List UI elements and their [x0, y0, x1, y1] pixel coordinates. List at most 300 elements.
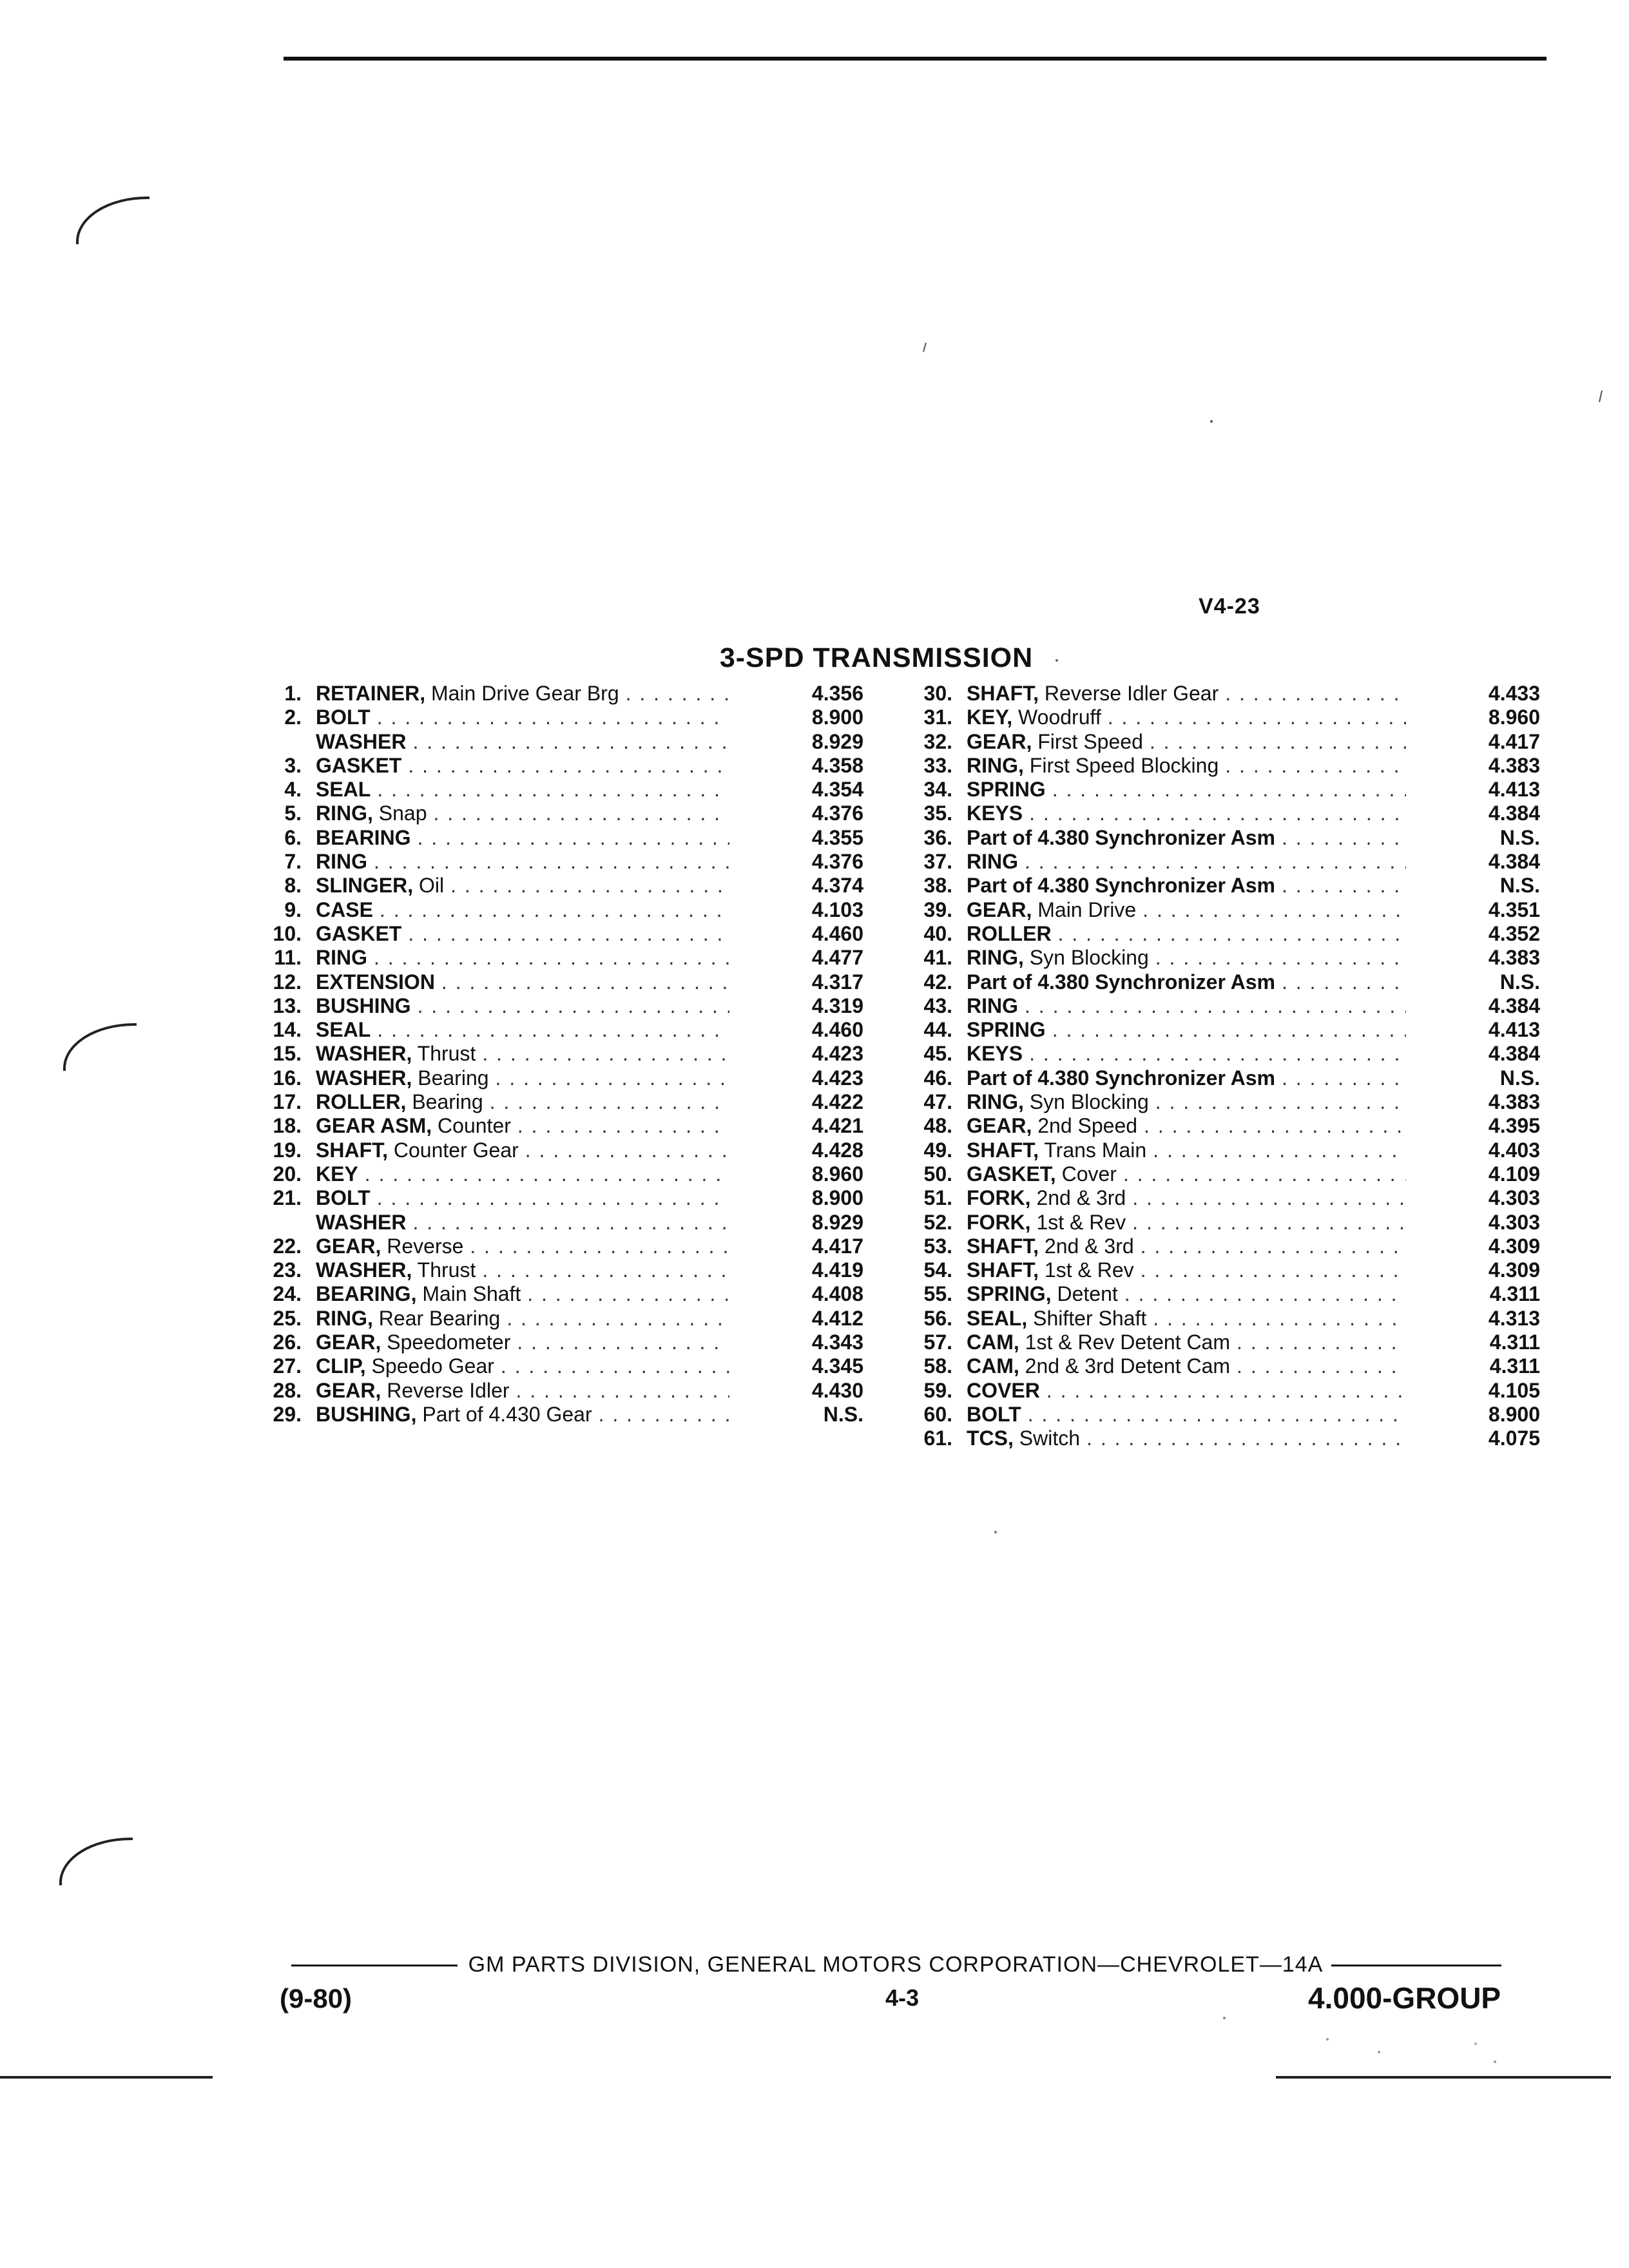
bottom-rule-left [0, 2076, 213, 2079]
item-description: Main Drive [1032, 898, 1137, 921]
item-label [967, 1066, 1275, 1090]
item-label [316, 850, 367, 874]
dot-leader [1052, 1018, 1406, 1042]
item-label [967, 1258, 1134, 1282]
part-group-number: 4.356 [811, 682, 863, 705]
item-number: 24. [273, 1282, 302, 1306]
item-description: Bearing [406, 1090, 483, 1114]
diagram-reference-code: V4-23 [1199, 594, 1260, 619]
item-name: Part of 4.380 Synchronizer Asm [967, 1066, 1275, 1090]
item-label [967, 994, 1018, 1018]
item-label [967, 1186, 1126, 1210]
parts-list-row [902, 1139, 1540, 1162]
item-name: SHAFT, [967, 682, 1039, 705]
item-number: 3. [284, 753, 302, 777]
item-name: RETAINER, [316, 682, 426, 705]
item-name: GEAR, [316, 1378, 381, 1402]
part-group-number: 4.345 [811, 1354, 863, 1378]
dot-leader [1025, 994, 1406, 1018]
item-number: 58. [923, 1354, 952, 1378]
item-name: BEARING, [316, 1282, 417, 1306]
page-title: 3-SPD TRANSMISSION [719, 642, 1034, 673]
item-label [967, 706, 1101, 729]
item-number: 57. [923, 1331, 952, 1354]
item-number: 61. [923, 1427, 952, 1450]
item-name: CAM, [967, 1354, 1019, 1378]
item-description: Speedo Gear [365, 1354, 494, 1378]
part-group-number: 4.428 [811, 1138, 863, 1162]
part-group-number: 4.319 [811, 994, 863, 1017]
parts-list-row [902, 682, 1540, 706]
dot-leader [1132, 1211, 1406, 1235]
dot-leader [377, 1018, 729, 1042]
item-number: 29. [273, 1402, 302, 1426]
item-number: 48. [923, 1114, 952, 1138]
item-label [316, 1018, 371, 1042]
item-label [967, 1139, 1146, 1162]
parts-list-row [251, 898, 863, 922]
item-label [967, 1427, 1080, 1450]
item-name: KEY, [967, 706, 1013, 729]
part-group-number: 4.317 [811, 970, 863, 994]
item-label [967, 730, 1143, 754]
part-group-number: 8.900 [811, 706, 863, 729]
parts-list-row [902, 754, 1540, 778]
dot-leader [377, 778, 729, 802]
item-name: SEAL [316, 1018, 371, 1042]
part-group-number: 4.303 [1488, 1210, 1540, 1234]
parts-list-row [251, 1235, 863, 1258]
part-group-number: 4.311 [1489, 1331, 1540, 1354]
item-label [316, 922, 401, 946]
item-name: WASHER, [316, 1042, 412, 1066]
item-label [967, 754, 1219, 778]
item-number: 13. [273, 994, 302, 1017]
part-group-number: 4.460 [811, 1018, 863, 1042]
part-group-number: 4.352 [1488, 921, 1540, 945]
dot-leader [412, 730, 729, 754]
footer-rule-left [291, 1965, 458, 1966]
item-number: 34. [923, 778, 952, 802]
dot-leader [482, 1258, 729, 1282]
dot-leader [1028, 1403, 1406, 1427]
item-name: GASKET, [967, 1162, 1056, 1186]
item-name: CLIP, [316, 1354, 366, 1378]
parts-list-row [902, 970, 1540, 994]
item-number: 53. [923, 1234, 952, 1258]
parts-list-row [902, 1331, 1540, 1354]
item-description: Counter Gear [388, 1138, 519, 1162]
part-group-number: 4.403 [1488, 1138, 1540, 1162]
item-name: Part of 4.380 Synchronizer Asm [967, 970, 1275, 994]
footer-publisher: GM PARTS DIVISION, GENERAL MOTORS CORPORATION—CHEVROLET—14A [468, 1952, 1324, 1977]
part-group-number: 4.417 [1488, 729, 1540, 753]
item-number: 4. [284, 778, 302, 802]
item-label [967, 1162, 1117, 1186]
item-name: RING, [967, 1090, 1024, 1114]
item-number: 28. [273, 1378, 302, 1402]
item-description: Reverse Idler Gear [1039, 682, 1219, 705]
parts-list-left-column [251, 682, 896, 1427]
item-label [316, 994, 411, 1018]
dot-leader [377, 1186, 729, 1210]
item-name: RING, [316, 1306, 373, 1330]
item-number: 9. [284, 898, 302, 921]
part-group-number: 4.358 [811, 753, 863, 777]
parts-list-row [902, 1258, 1540, 1282]
item-description: Main Drive Gear Brg [425, 682, 619, 705]
parts-list-row [251, 1211, 863, 1235]
part-group-number: 4.313 [1488, 1306, 1540, 1330]
dot-leader [1282, 874, 1406, 898]
parts-list-row [251, 1354, 863, 1378]
item-description: Detent [1051, 1282, 1118, 1306]
item-name: SHAFT, [967, 1138, 1039, 1162]
parts-list-row [902, 1354, 1540, 1378]
item-name: CAM, [967, 1331, 1019, 1354]
dot-leader [517, 1114, 729, 1138]
part-group-number: N.S. [823, 1402, 863, 1426]
item-label [967, 1307, 1146, 1331]
item-description: Bearing [412, 1066, 489, 1090]
item-number: 11. [274, 946, 302, 970]
item-label [967, 1090, 1149, 1114]
part-group-number: 4.433 [1488, 682, 1540, 705]
part-group-number: 8.960 [811, 1162, 863, 1186]
item-name: GEAR, [316, 1234, 381, 1258]
parts-list-row [251, 754, 863, 778]
item-label [967, 1211, 1126, 1235]
item-label [967, 1235, 1134, 1258]
item-name: GEAR, [967, 729, 1032, 753]
dot-leader [1282, 826, 1406, 850]
item-number: 46. [923, 1066, 952, 1090]
part-group-number: 4.423 [811, 1066, 863, 1090]
dot-leader [1029, 802, 1406, 825]
footer-group-label: 4.000-GROUP [1308, 1981, 1501, 2015]
item-description: 2nd & 3rd Detent Cam [1019, 1354, 1231, 1378]
item-name: RING [967, 994, 1018, 1017]
parts-list-row [902, 1162, 1540, 1186]
item-name: FORK, [967, 1210, 1031, 1234]
item-description: Rear Bearing [372, 1306, 501, 1330]
item-label [316, 754, 401, 778]
item-label [967, 1354, 1230, 1378]
part-group-number: 4.355 [811, 825, 863, 849]
dot-leader [380, 898, 729, 922]
part-group-number: 8.929 [811, 729, 863, 753]
dot-leader [1237, 1331, 1406, 1354]
item-label [967, 874, 1275, 898]
dot-leader [1132, 1186, 1406, 1210]
item-number: 44. [923, 1018, 952, 1042]
item-number: 17. [273, 1090, 302, 1114]
dot-leader [1058, 922, 1406, 946]
item-name: CASE [316, 898, 373, 921]
item-number: 30. [923, 682, 952, 705]
item-name: WASHER, [316, 1258, 412, 1282]
part-group-number: 4.384 [1488, 994, 1540, 1017]
item-label [316, 802, 427, 825]
item-name: GEAR ASM, [316, 1114, 432, 1138]
parts-list-row [902, 1379, 1540, 1403]
item-number: 7. [284, 850, 302, 874]
part-group-number: 4.309 [1488, 1258, 1540, 1282]
item-number: 26. [273, 1331, 302, 1354]
item-number: 55. [923, 1282, 952, 1306]
dot-leader [1052, 778, 1406, 802]
item-number: 22. [273, 1234, 302, 1258]
part-group-number: 4.384 [1488, 802, 1540, 825]
item-label [316, 970, 435, 994]
dot-leader [377, 706, 729, 729]
dot-leader [517, 1331, 729, 1354]
item-description: 2nd Speed [1032, 1114, 1138, 1138]
dot-leader [374, 850, 729, 874]
parts-list-row [902, 874, 1540, 898]
parts-list-row [251, 826, 863, 850]
item-number: 6. [284, 825, 302, 849]
item-number: 5. [284, 802, 302, 825]
item-description: 1st & Rev [1030, 1210, 1126, 1234]
item-number: 27. [273, 1354, 302, 1378]
part-group-number: 4.309 [1488, 1234, 1540, 1258]
dot-leader [1141, 1258, 1406, 1282]
item-name: WASHER, [316, 1066, 412, 1090]
item-name: SPRING [967, 1018, 1046, 1042]
parts-list-row [251, 1379, 863, 1403]
part-group-number: 4.354 [811, 778, 863, 802]
item-description: First Speed [1032, 729, 1143, 753]
item-description: Switch [1013, 1427, 1081, 1450]
dot-leader [434, 802, 729, 825]
part-group-number: 4.383 [1488, 946, 1540, 970]
item-number: 33. [923, 753, 952, 777]
parts-list-row [902, 898, 1540, 922]
part-group-number: 4.376 [811, 850, 863, 874]
item-description: Thrust [412, 1258, 476, 1282]
item-name: Part of 4.380 Synchronizer Asm [967, 874, 1275, 898]
dot-leader [1150, 730, 1406, 754]
parts-list-row [251, 1403, 863, 1427]
parts-list-row [902, 994, 1540, 1018]
item-description: Thrust [412, 1042, 476, 1066]
part-group-number: 8.900 [1488, 1402, 1540, 1426]
item-label [316, 1162, 358, 1186]
part-group-number: 4.109 [1488, 1162, 1540, 1186]
parts-list-row [902, 1066, 1540, 1090]
part-group-number: 4.417 [811, 1234, 863, 1258]
item-label [316, 1114, 511, 1138]
item-name: GEAR, [316, 1331, 381, 1354]
item-name: BOLT [967, 1402, 1021, 1426]
item-name: SEAL [316, 778, 371, 802]
part-group-number: N.S. [1499, 825, 1540, 849]
item-number: 21. [273, 1186, 302, 1210]
item-label [316, 1354, 494, 1378]
item-label [316, 1379, 510, 1403]
item-description: Woodruff [1012, 706, 1101, 729]
item-name: BEARING [316, 825, 411, 849]
item-number: 45. [923, 1042, 952, 1066]
parts-list-row [251, 1066, 863, 1090]
item-label [967, 1018, 1046, 1042]
item-label [967, 1282, 1118, 1306]
item-label [967, 1042, 1023, 1066]
dot-leader [1225, 754, 1406, 778]
dot-leader [365, 1162, 729, 1186]
item-number: 2. [284, 706, 302, 729]
item-number: 40. [923, 921, 952, 945]
item-label [316, 898, 373, 922]
item-description: Main Shaft [416, 1282, 521, 1306]
item-label [316, 1139, 519, 1162]
item-label [967, 682, 1219, 706]
parts-list-row [251, 1018, 863, 1042]
item-number: 50. [923, 1162, 952, 1186]
parts-list-row [251, 1331, 863, 1354]
parts-list-row [251, 1282, 863, 1306]
part-group-number: N.S. [1499, 1066, 1540, 1090]
part-group-number: 4.419 [811, 1258, 863, 1282]
item-number: 19. [273, 1138, 302, 1162]
item-name: RING, [967, 753, 1024, 777]
parts-list-row [902, 826, 1540, 850]
item-number: 20. [273, 1162, 302, 1186]
item-name: WASHER [316, 729, 407, 753]
parts-list-row [251, 850, 863, 874]
part-group-number: 4.374 [811, 874, 863, 898]
part-group-number: 4.413 [1488, 778, 1540, 802]
item-name: RING [316, 850, 367, 874]
item-label [967, 946, 1149, 970]
item-name: KEYS [967, 802, 1023, 825]
dot-leader [599, 1403, 729, 1427]
part-group-number: 4.422 [811, 1090, 863, 1114]
item-description: Part of 4.430 Gear [416, 1402, 592, 1426]
item-label [316, 1042, 476, 1066]
item-name: SPRING [967, 778, 1046, 802]
part-group-number: 8.960 [1488, 706, 1540, 729]
part-group-number: 4.477 [811, 946, 863, 970]
dot-leader [441, 970, 729, 994]
item-number: 16. [273, 1066, 302, 1090]
parts-list-row [902, 1211, 1540, 1235]
item-label [967, 850, 1018, 874]
footer-page-number: 4-3 [885, 1984, 920, 2011]
parts-list-row [902, 1235, 1540, 1258]
dot-leader [501, 1354, 729, 1378]
part-group-number: 4.395 [1488, 1114, 1540, 1138]
item-number: 47. [923, 1090, 952, 1114]
dot-leader [408, 922, 729, 946]
item-description: Reverse [381, 1234, 464, 1258]
item-description: Cover [1055, 1162, 1117, 1186]
item-name: SHAFT, [967, 1234, 1039, 1258]
parts-list-row [902, 922, 1540, 946]
dot-leader [1153, 1307, 1406, 1331]
item-name: BUSHING, [316, 1402, 417, 1426]
dot-leader [1124, 1282, 1406, 1306]
dot-leader [470, 1235, 729, 1258]
item-number: 39. [923, 898, 952, 921]
parts-list-row [251, 682, 863, 706]
parts-list-row [902, 1090, 1540, 1114]
item-number: 25. [273, 1306, 302, 1330]
dot-leader [1123, 1162, 1406, 1186]
part-group-number: 4.303 [1488, 1186, 1540, 1210]
dot-leader [1225, 682, 1406, 706]
item-name: KEYS [967, 1042, 1023, 1066]
item-name: RING, [967, 946, 1024, 970]
item-description: 1st & Rev Detent Cam [1019, 1331, 1230, 1354]
item-number: 15. [273, 1042, 302, 1066]
parts-list-row [902, 1403, 1540, 1427]
parts-list-row [902, 730, 1540, 754]
dot-leader [1086, 1427, 1406, 1450]
parts-list-row [902, 778, 1540, 802]
parts-list-row [902, 802, 1540, 825]
item-number: 43. [923, 994, 952, 1017]
part-group-number: 4.383 [1488, 753, 1540, 777]
item-label [316, 1403, 592, 1427]
part-group-number: 4.408 [811, 1282, 863, 1306]
part-group-number: 4.423 [811, 1042, 863, 1066]
part-group-number: 4.421 [811, 1114, 863, 1138]
item-name: ROLLER [967, 921, 1052, 945]
item-label [967, 1379, 1040, 1403]
dot-leader [1141, 1235, 1406, 1258]
item-number: 35. [923, 802, 952, 825]
part-group-number: N.S. [1499, 970, 1540, 994]
dot-leader [1237, 1354, 1406, 1378]
part-group-number: 4.376 [811, 802, 863, 825]
dot-leader [1282, 1066, 1406, 1090]
dot-leader [418, 994, 729, 1018]
item-number: 49. [923, 1138, 952, 1162]
item-name: GASKET [316, 921, 402, 945]
parts-list-row [251, 994, 863, 1018]
item-description: 1st & Rev [1039, 1258, 1134, 1282]
item-name: WASHER [316, 1210, 407, 1234]
item-label [316, 826, 411, 850]
item-label [316, 1186, 371, 1210]
item-label [316, 1211, 406, 1235]
item-name: SEAL, [967, 1306, 1028, 1330]
dot-leader [516, 1379, 729, 1403]
dot-leader [1155, 1090, 1406, 1114]
dot-leader [408, 754, 729, 778]
dot-leader [1153, 1139, 1406, 1162]
item-description: First Speed Blocking [1023, 753, 1219, 777]
parts-list-row [251, 874, 863, 898]
dot-leader [1144, 1114, 1406, 1138]
item-label [967, 826, 1275, 850]
dot-leader [482, 1042, 729, 1066]
item-description: Reverse Idler [381, 1378, 510, 1402]
item-label [967, 802, 1023, 825]
item-name: GEAR, [967, 898, 1032, 921]
dot-leader [1025, 850, 1406, 874]
item-name: EXTENSION [316, 970, 435, 994]
part-group-number: 4.412 [811, 1306, 863, 1330]
parts-list-row [251, 802, 863, 825]
item-name: SPRING, [967, 1282, 1052, 1306]
part-group-number: 8.900 [811, 1186, 863, 1210]
item-label [316, 1307, 500, 1331]
item-number: 56. [923, 1306, 952, 1330]
item-label [967, 922, 1052, 946]
